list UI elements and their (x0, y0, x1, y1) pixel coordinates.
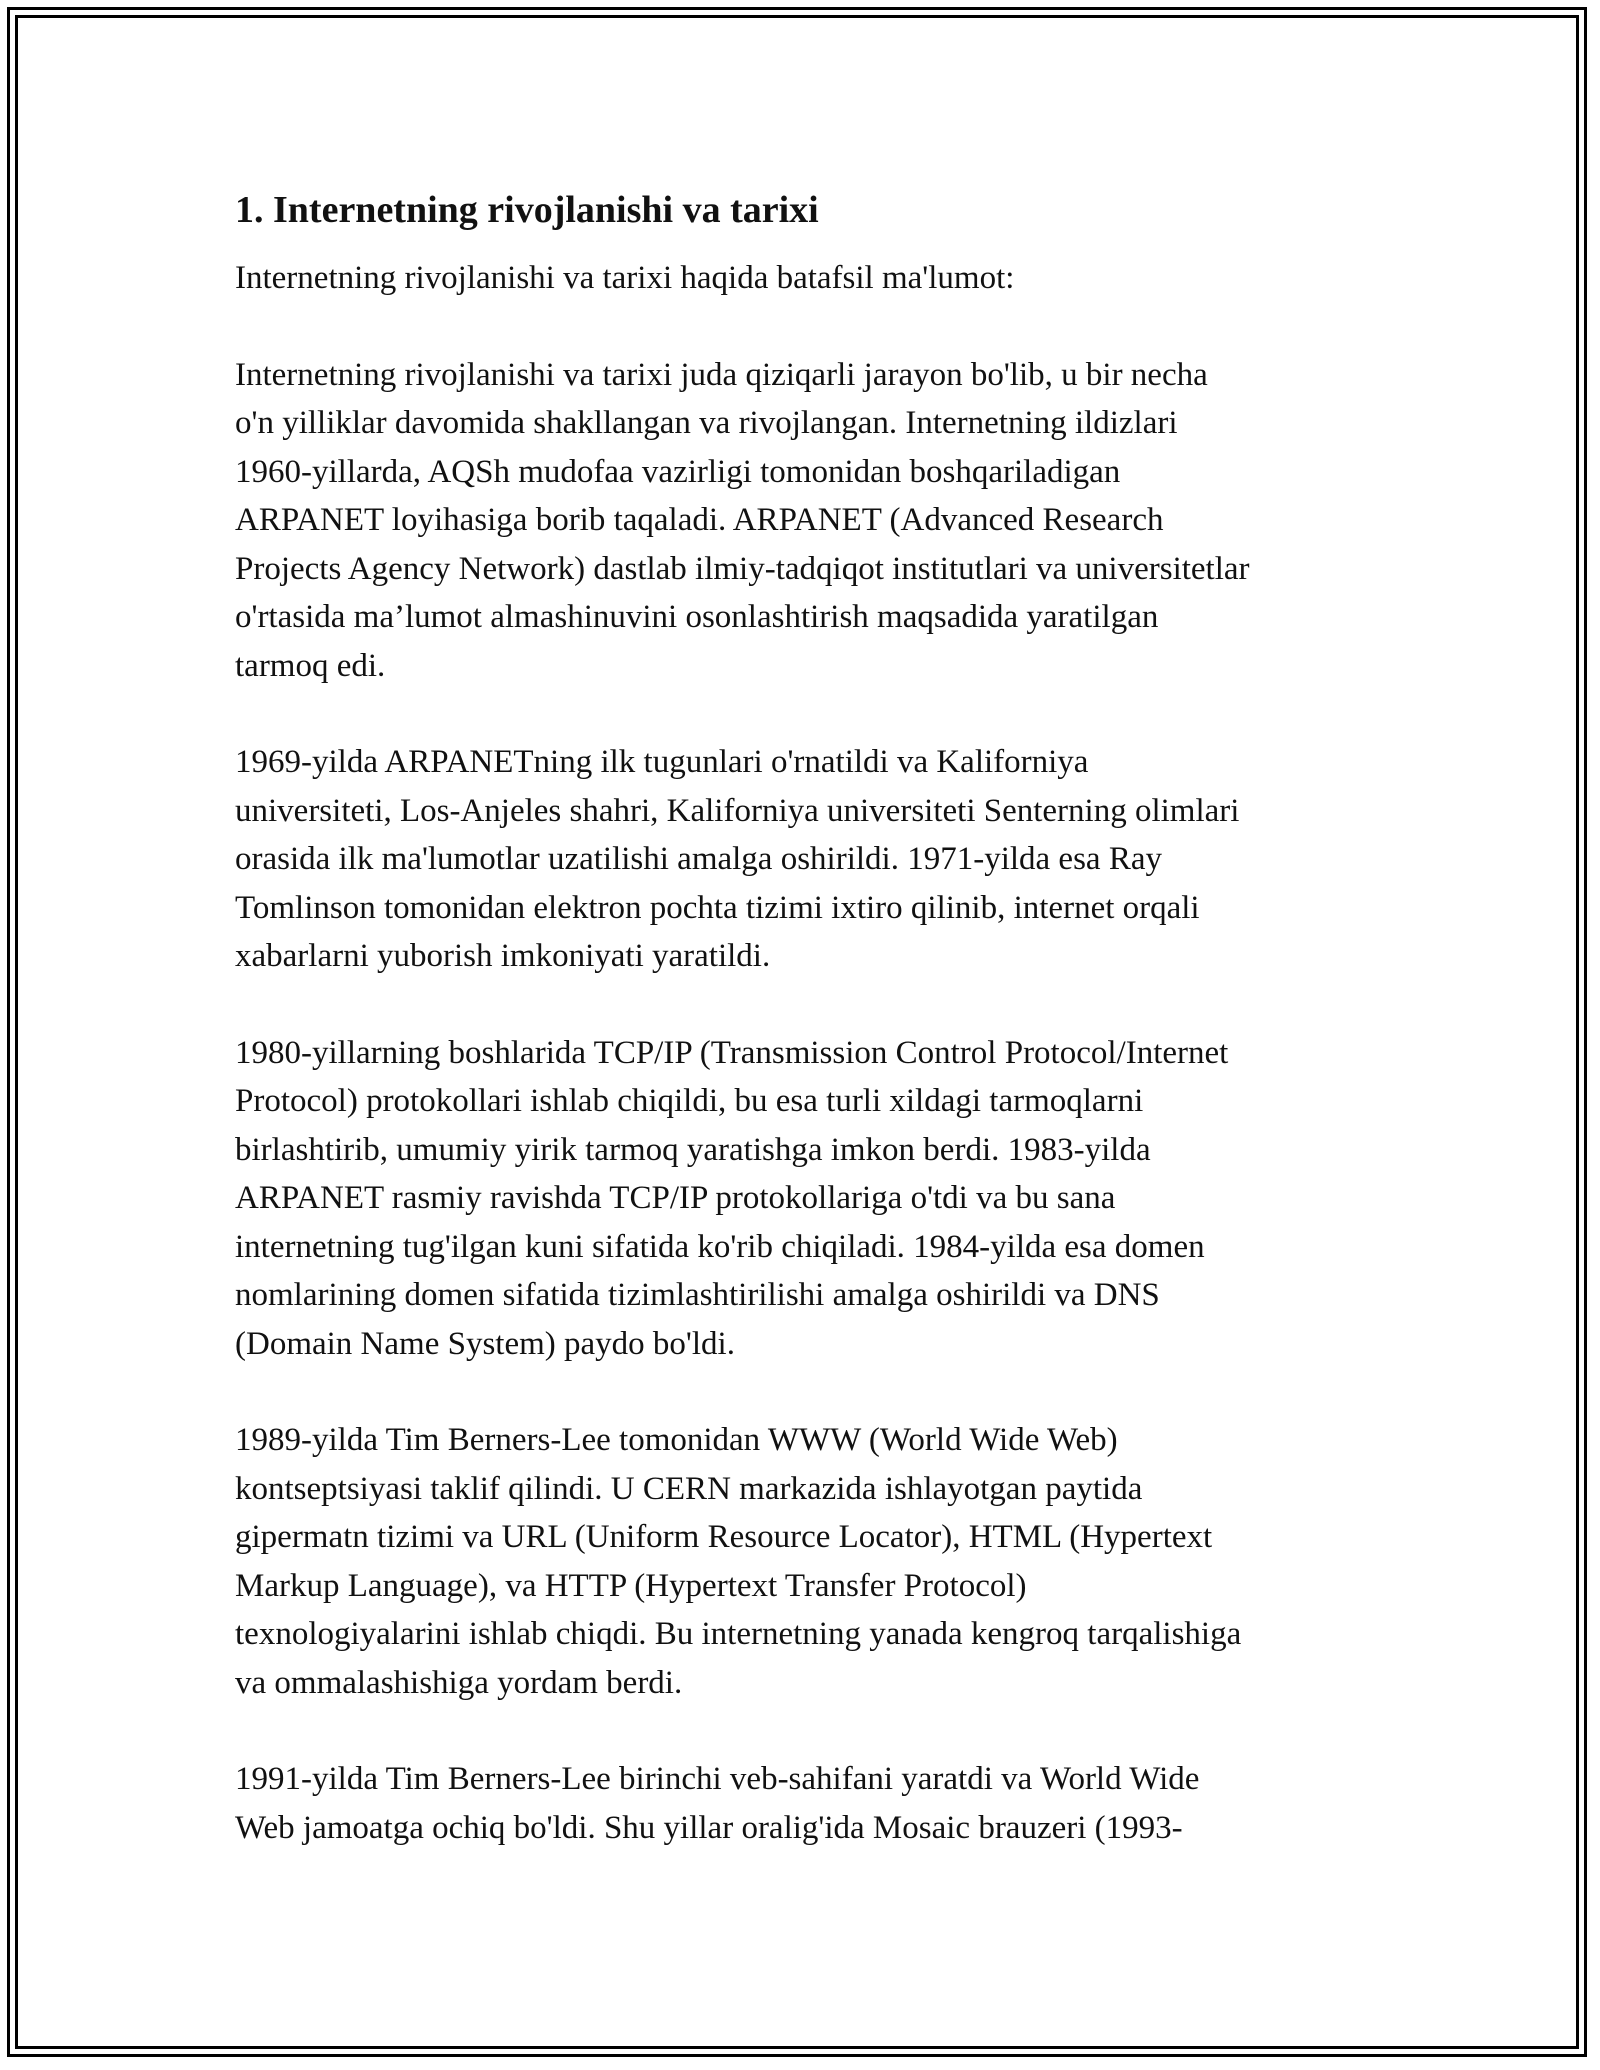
body-paragraph (235, 1755, 1385, 1852)
paragraph-line: o'n yilliklar davomida shakllangan va rivojlangan. Internetning ildizlari (235, 405, 1178, 441)
paragraph-line: birlashtirib, umumiy yirik tarmoq yaratishga imkon berdi. 1983-yilda (235, 1131, 1151, 1168)
paragraphs-container (235, 351, 1385, 1853)
intro-paragraph: Internetning rivojlanishi va tarixi haqida batafsil ma'lumot: (235, 260, 1015, 296)
paragraph-line: 1991-yilda Tim Berners-Lee birinchi veb-sahifani yaratdi va World Wide (235, 1761, 1200, 1797)
paragraph-line: 1969-yilda ARPANETning ilk tugunlari o'rnatildi va Kaliforniya (235, 744, 1089, 780)
paragraph-line: 1960-yillarda, AQSh mudofaa vazirligi tomonidan boshqariladigan (235, 453, 1121, 490)
document-body (235, 186, 1385, 1900)
paragraph-line: (Domain Name System) paydo bo'ldi. (235, 1325, 735, 1362)
paragraph-line: tarmoq edi. (235, 647, 386, 684)
paragraph-line: va ommalashishiga yordam berdi. (235, 1664, 683, 1701)
paragraph-line: texnologiyalarini ishlab chiqdi. Bu internetning yanada kengroq tarqalishiga (235, 1616, 1242, 1652)
paragraph-line: gipermatn tizimi va URL (Uniform Resource Locator), HTML (Hypertext (235, 1519, 1213, 1555)
paragraph-line: xabarlarni yuborish imkoniyati yaratildi. (235, 938, 771, 974)
paragraph-line: kontseptsiyasi taklif qilindi. U CERN markazida ishlayotgan paytida (235, 1470, 1143, 1507)
paragraph-line: nomlarining domen sifatida tizimlashtirilishi amalga oshirildi va DNS (235, 1277, 1160, 1313)
paragraph-line: 1989-yilda Tim Berners-Lee tomonidan WWW (World Wide Web) (235, 1422, 1118, 1458)
paragraph-line: Tomlinson tomonidan elektron pochta tizimi ixtiro qilinib, internet orqali (235, 889, 1200, 926)
paragraph-line: orasida ilk ma'lumotlar uzatilishi amalga oshirildi. 1971-yilda esa Ray (235, 841, 1162, 877)
paragraph-line: Markup Language), va HTTP (Hypertext Transfer Protocol) (235, 1567, 1027, 1604)
paragraph-line: o'rtasida ma’lumot almashinuvini osonlashtirish maqsadida yaratilgan (235, 599, 1159, 635)
body-paragraph (235, 1029, 1385, 1369)
paragraph-line: ARPANET rasmiy ravishda TCP/IP protokollariga o'tdi va bu sana (235, 1180, 1116, 1216)
paragraph-line: universiteti, Los-Anjeles shahri, Kaliforniya universiteti Senterning olimlari (235, 792, 1240, 829)
body-paragraph (235, 1416, 1385, 1707)
paragraph-line: internetning tug'ilgan kuni sifatida ko'rib chiqiladi. 1984-yilda esa domen (235, 1228, 1205, 1265)
paragraph-line: ARPANET loyihasiga borib taqaladi. ARPANET (Advanced Research (235, 502, 1164, 538)
paragraph-line: Internetning rivojlanishi va tarixi juda qiziqarli jarayon bo'lib, u bir necha (235, 356, 1208, 393)
section-heading: 1. Internetning rivojlanishi va tarixi (235, 189, 819, 231)
paragraph-line: 1980-yillarning boshlarida TCP/IP (Transmission Control Protocol/Internet (235, 1034, 1229, 1071)
paragraph-line: Protocol) protokollari ishlab chiqildi, bu esa turli xildagi tarmoqlarni (235, 1083, 1144, 1119)
paragraph-line: Projects Agency Network) dastlab ilmiy-tadqiqot institutlari va universitetlar (235, 550, 1250, 587)
paragraph-line: Web jamoatga ochiq bo'ldi. Shu yillar oralig'ida Mosaic brauzeri (1993- (235, 1809, 1183, 1846)
body-paragraph (235, 738, 1385, 981)
body-paragraph (235, 351, 1385, 691)
